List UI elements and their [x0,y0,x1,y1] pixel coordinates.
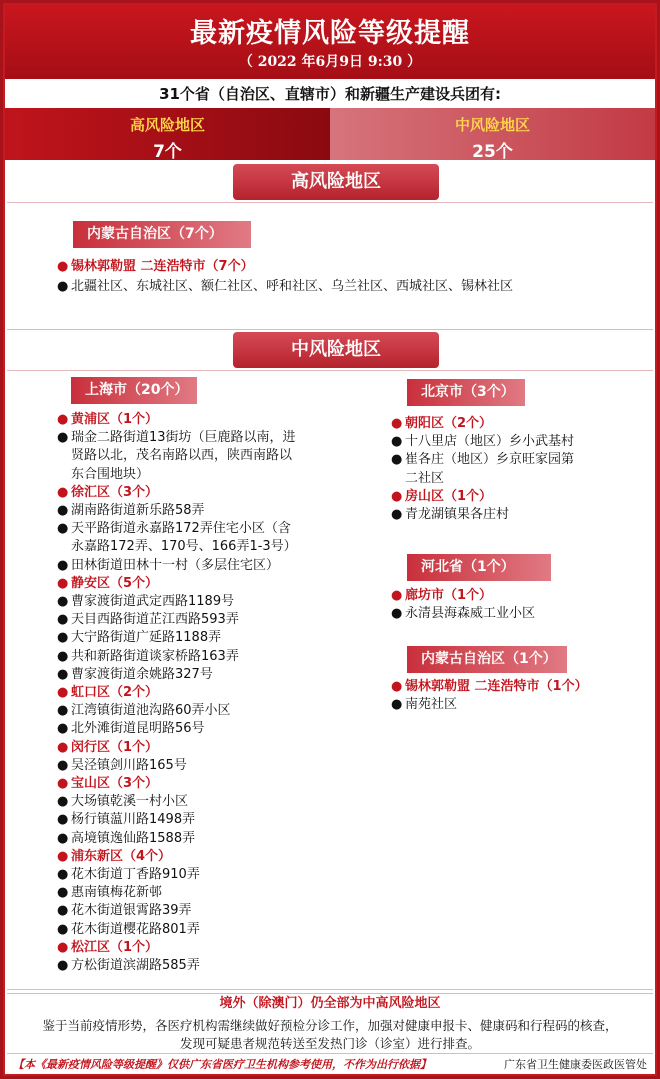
district-heading: ● 静安区（5个） [57,575,159,591]
advisory-line-2: 发现可疑患者规范转送至发热门诊（诊室）进行排查。 [179,1036,480,1051]
risk-area-item: 贤路以北，茂名南路以西，陕西南路以 [71,448,293,464]
risk-area-item: ● 十八里店（地区）乡小武基村 [391,434,575,450]
bullet-icon: ● [57,848,69,864]
district-heading: ● 虹口区（2个） [57,685,159,700]
bullet-icon: ● [57,921,69,937]
district-heading: ● 闵行区（1个） [57,739,159,755]
risk-area-item: ● 青龙湖镇果各庄村 [391,507,510,522]
district-heading: ● 黄浦区（1个） [57,412,159,427]
abroad-notice: 境外（除澳门）仍全部为中高风险地区 [7,993,653,1013]
bullet-icon: ● [57,612,69,628]
advisory-note [15,1017,645,1053]
risk-summary [5,108,655,160]
risk-area-item: ● 崔各庄（地区）乡京旺家园第 [391,452,575,468]
bullet-icon: ● [57,830,69,846]
risk-area-item: ● 花木街道丁香路910弄 [57,867,200,882]
mid-risk-band: 中风险地区 [233,332,439,368]
bullet-icon: ● [57,594,69,609]
risk-area-item: 二社区 [405,470,445,486]
district-heading: ● 朝阳区（2个） [391,416,493,431]
issuing-organization: 广东省卫生健康委医政医管处 [504,1058,647,1071]
high-risk-count: 7个 [153,142,182,162]
region-tag-hebei: 河北省（1个） [407,554,551,581]
risk-area-item: ● 大场镇乾溪一村小区 [57,794,189,810]
bullet-icon: ● [57,279,69,294]
bullet-icon: ● [391,588,403,603]
footer-bar [7,1053,653,1075]
bullet-icon: ● [391,507,403,522]
high-risk-city: ● 锡林郭勒盟 二连浩特市（7个） [57,259,254,274]
bullet-icon: ● [57,412,69,427]
risk-area-item: 永嘉路172弄、170号、166弄1-3号） [71,539,297,555]
risk-area-item: ● 天平路街道永嘉路172弄住宅小区（含 [57,521,291,537]
high-risk-band: 高风险地区 [233,164,439,200]
bullet-icon: ● [57,503,69,518]
bullet-icon: ● [391,488,403,504]
risk-area-item: ● 吴泾镇剑川路165号 [57,757,187,773]
risk-area-item: ● 瑞金二路街道13街坊（巨鹿路以南，进 [57,430,296,446]
mid-risk-label: 中风险地区 [454,116,530,134]
risk-area-item: ● 北外滩街道昆明路56号 [57,721,205,737]
region-tag-neimenggu-high: 内蒙古自治区（7个） [73,221,251,248]
bullet-icon: ● [57,685,69,700]
bullet-icon: ● [57,794,69,810]
risk-area-item: ● 花木街道樱花路801弄 [57,921,200,937]
district-heading: ● 浦东新区（4个） [57,848,172,864]
risk-area-item: ● 田林街道田林十一村（多层住宅区） [57,557,280,573]
bullet-icon: ● [391,416,403,431]
high-risk-summary [5,108,330,160]
bullet-icon: ● [57,648,69,664]
district-heading: ● 房山区（1个） [391,488,493,504]
district-heading: ● 徐汇区（3个） [57,484,159,500]
risk-area-item: ● 共和新路街道谈家桥路163弄 [57,648,239,664]
bullet-icon: ● [391,452,403,468]
bullet-icon: ● [57,939,69,955]
update-date: （ 2022 年6月9日 9:30 ） [238,54,422,70]
bullet-icon: ● [57,484,69,500]
advisory-line-1: 鉴于当前疫情形势，各医疗机构需继续做好预检分诊工作，加强对健康申报卡、健康码和行程码的核查， [42,1018,618,1033]
region-tag-beijing: 北京市（3个） [407,379,525,406]
bullet-icon: ● [57,703,69,719]
risk-area-item: 东合围地块） [71,466,150,482]
district-heading: ● 松江区（1个） [57,939,159,955]
high-risk-areas: ● 北疆社区、东城社区、额仁社区、呼和社区、乌兰社区、西城社区、锡林社区 [57,279,514,294]
risk-area-item: ● 杨行镇蕰川路1498弄 [57,812,196,828]
risk-area-item: ● 曹家渡街道武定西路1189号 [57,594,235,609]
poster-frame [3,3,657,1076]
page-title: 最新疫情风险等级提醒 [190,18,470,49]
bullet-icon: ● [57,557,69,573]
district-heading: ● 廊坊市（1个） [391,588,493,603]
mid-risk-count: 25个 [472,142,513,162]
risk-area-item: ● 方松街道滨湖路585弄 [57,958,200,973]
bullet-icon: ● [57,721,69,737]
risk-area-item: ● 大宁路街道广延路1188弄 [57,630,222,646]
bullet-icon: ● [57,259,69,274]
intro-text: 31个省（自治区、直辖市）和新疆生产建设兵团有: [159,85,501,103]
risk-area-item: ● 曹家渡街道余姚路327号 [57,666,213,682]
risk-area-item: ● 惠南镇梅花新邨 [57,885,163,901]
bullet-icon: ● [57,903,69,919]
bullet-icon: ● [57,575,69,591]
bullet-icon: ● [57,521,69,537]
risk-area-item: ● 湖南路街道新乐路58弄 [57,503,205,518]
bullet-icon: ● [391,679,403,694]
risk-area-item: ● 永清县海森威工业小区 [391,606,536,622]
bullet-icon: ● [391,434,403,450]
bullet-icon: ● [57,885,69,901]
bullet-icon: ● [391,606,403,622]
bullet-icon: ● [57,430,69,446]
bullet-icon: ● [57,739,69,755]
risk-area-item: ● 花木街道银霄路39弄 [57,903,192,919]
disclaimer: 【本《最新疫情风险等级提醒》仅供广东省医疗卫生机构参考使用，不作为出行依据】 [13,1058,431,1071]
region-tag-neimenggu-mid: 内蒙古自治区（1个） [407,646,567,673]
mid-risk-summary [330,108,655,160]
district-heading: ● 宝山区（3个） [57,776,159,791]
bullet-icon: ● [57,867,69,882]
header [5,5,655,79]
risk-area-item: ● 南苑社区 [391,697,458,713]
region-tag-shanghai: 上海市（20个） [71,377,197,404]
bullet-icon: ● [57,776,69,791]
risk-area-item: ● 高境镇逸仙路1588弄 [57,830,196,846]
bullet-icon: ● [57,666,69,682]
high-risk-label: 高风险地区 [129,116,205,134]
risk-area-item: ● 江湾镇街道池沟路60弄小区 [57,703,231,719]
bullet-icon: ● [57,958,69,973]
bullet-icon: ● [57,812,69,828]
risk-area-item: ● 天目西路街道芷江西路593弄 [57,612,239,628]
district-heading: ● 锡林郭勒盟 二连浩特市（1个） [391,679,588,694]
bullet-icon: ● [391,697,403,713]
bullet-icon: ● [57,630,69,646]
bullet-icon: ● [57,757,69,773]
